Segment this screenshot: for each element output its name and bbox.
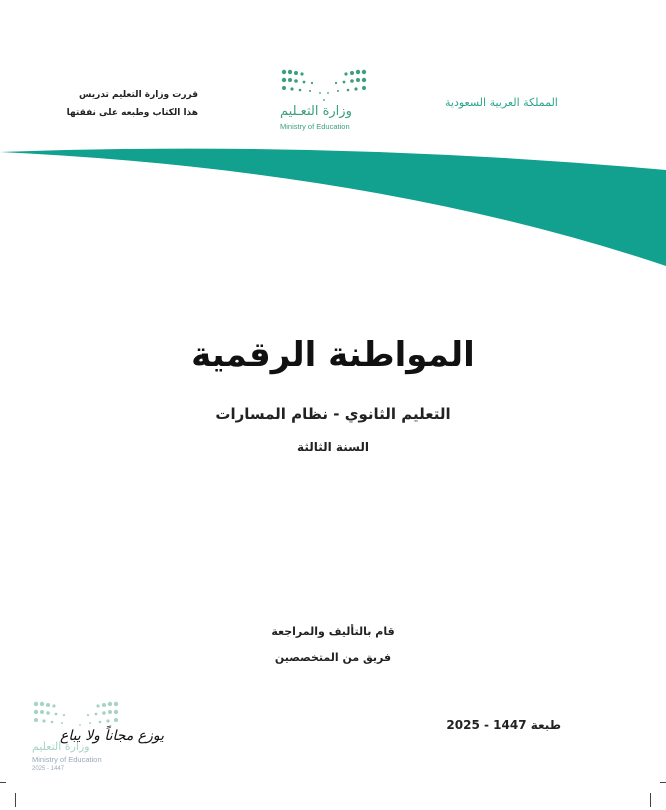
- authors-label: قام بالتأليف والمراجعة: [271, 625, 395, 638]
- footer-logo-years: 2025 - 1447: [32, 766, 65, 772]
- book-year: السنة الثالثة: [297, 440, 369, 454]
- crop-mark: [0, 782, 6, 783]
- ministry-logo-icon: [280, 68, 368, 108]
- book-title: المواطنة الرقمية: [191, 335, 475, 375]
- ministry-name-en: Ministry of Education: [280, 122, 350, 131]
- approval-line-1: قررت وزارة التعليم تدريس: [79, 90, 198, 100]
- footer-ministry-ar: وزارة التعليم: [32, 740, 90, 753]
- crop-mark: [650, 793, 651, 807]
- authors-value: فريق من المتخصصين: [274, 651, 392, 664]
- approval-line-2: هذا الكتاب وطبعه على نفقتها: [66, 108, 198, 118]
- book-subtitle: التعليم الثانوي - نظام المسارات: [215, 405, 451, 423]
- crop-mark: [15, 793, 16, 807]
- crop-mark: [660, 782, 666, 783]
- free-distribution-stamp: يوزع مجاناً ولا يباع: [60, 728, 165, 744]
- footer-ministry-en: Ministry of Education: [32, 755, 102, 764]
- kingdom-label: المملكة العربية السعودية: [445, 96, 558, 109]
- edition-label: طبعة 1447 - 2025: [446, 718, 561, 732]
- ministry-name-ar: وزارة التعـليم: [280, 104, 352, 119]
